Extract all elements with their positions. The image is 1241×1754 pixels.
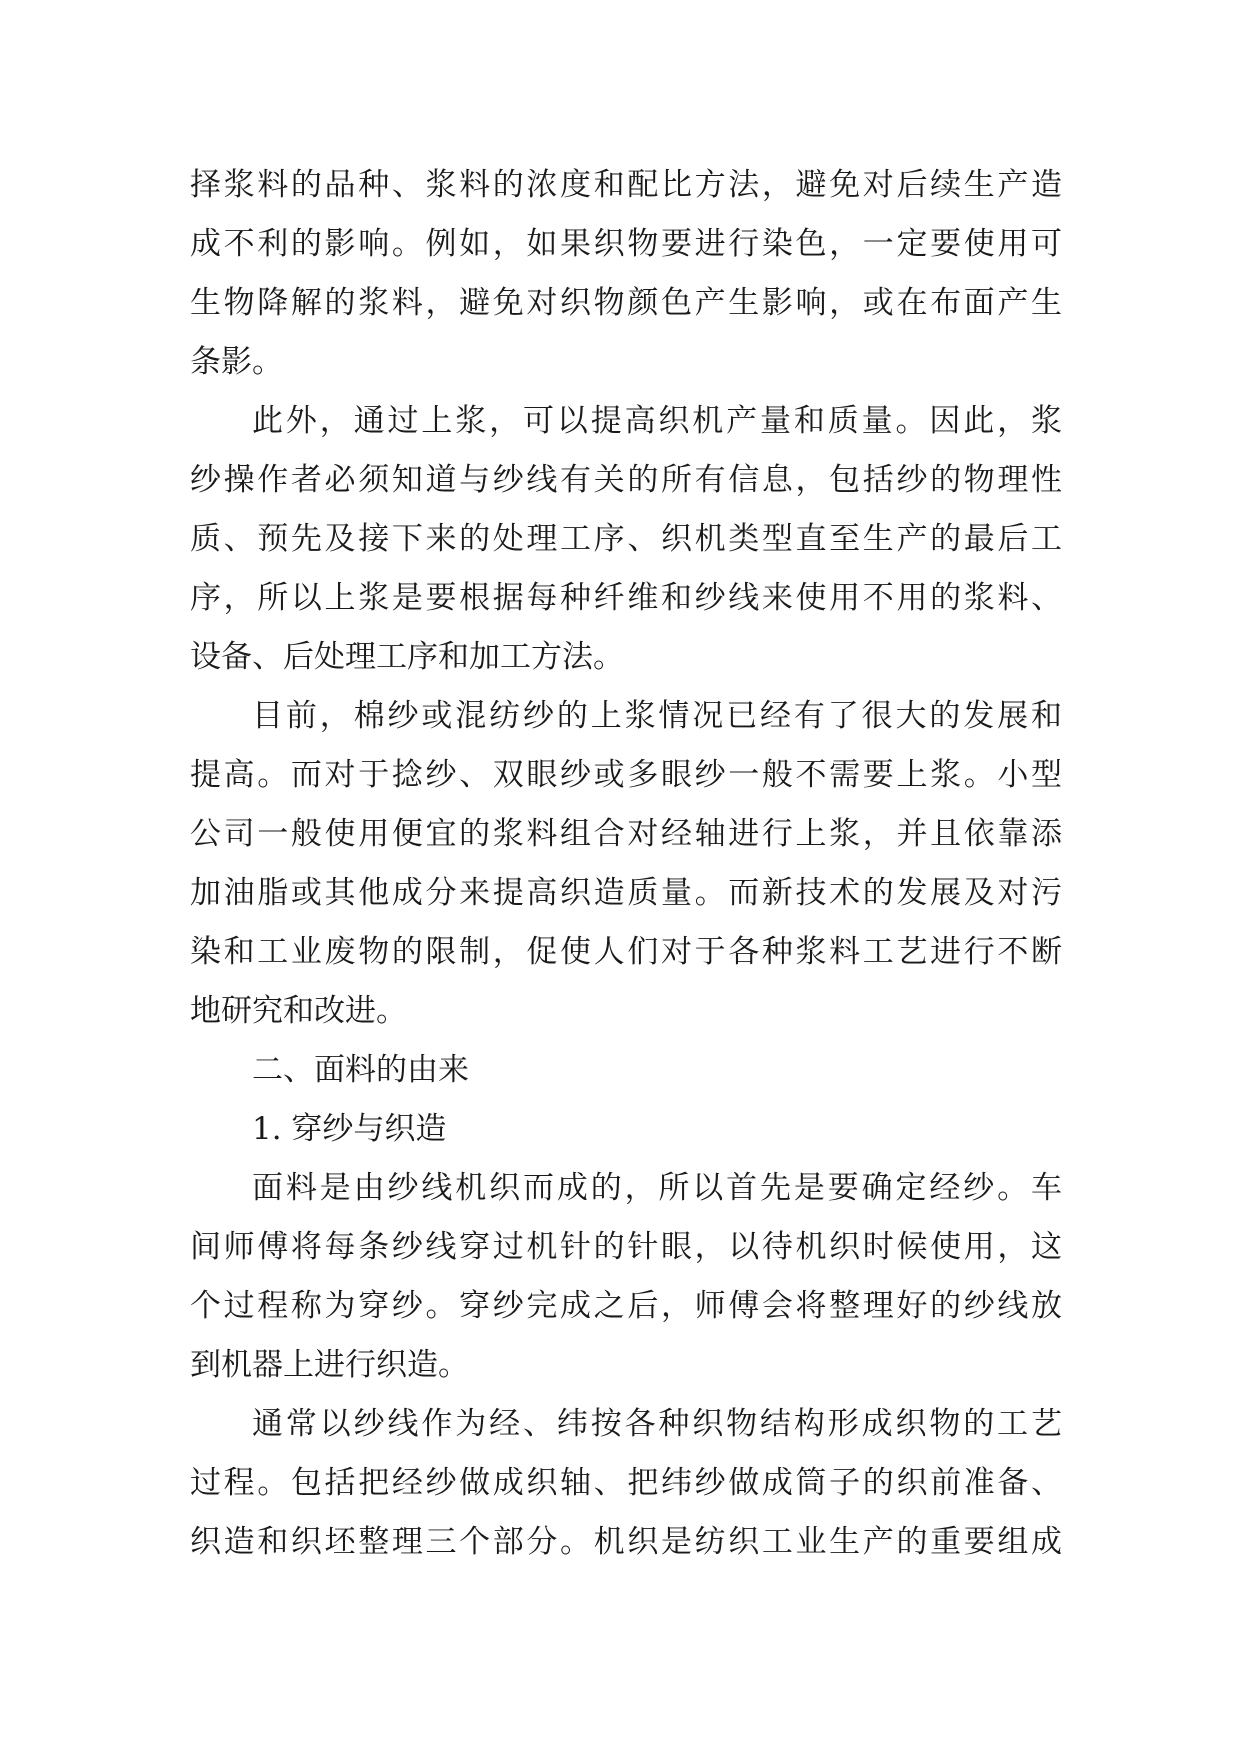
text-line: 目前，棉纱或混纺纱的上浆情况已经有了很大的发展和	[252, 698, 1062, 734]
text-line: 通常以纱线作为经、纬按各种织物结构形成织物的工艺	[252, 1406, 1062, 1442]
text-line: 成不利的影响。例如，如果织物要进行染色，一定要使用可	[190, 226, 1062, 262]
text-line: 序，所以上浆是要根据每种纤维和纱线来使用不用的浆料、	[190, 580, 1062, 616]
text-line: 织造和织坯整理三个部分。机织是纺织工业生产的重要组成	[190, 1524, 1062, 1560]
text-line: 间师傅将每条纱线穿过机针的针眼，以待机织时候使用，这	[190, 1229, 1062, 1265]
document-body	[190, 156, 1062, 1572]
text-line: 条影。	[190, 344, 283, 380]
text-line: 此外，通过上浆，可以提高织机产量和质量。因此，浆	[252, 403, 1062, 439]
text-line: 加油脂或其他成分来提高织造质量。而新技术的发展及对污	[190, 875, 1062, 911]
text-line: 到机器上进行织造。	[190, 1347, 469, 1383]
text-line: 面料是由纱线机织而成的，所以首先是要确定经纱。车	[252, 1170, 1062, 1206]
text-line: 公司一般使用便宜的浆料组合对经轴进行上浆，并且依靠添	[190, 816, 1062, 852]
text-line: 质、预先及接下来的处理工序、织机类型直至生产的最后工	[190, 521, 1062, 557]
text-line: 二、面料的由来	[252, 1052, 469, 1088]
text-line: 设备、后处理工序和加工方法。	[190, 639, 624, 675]
text-line: 生物降解的浆料，避免对织物颜色产生影响，或在布面产生	[190, 285, 1062, 321]
text-line: 1. 穿纱与织造	[252, 1111, 447, 1147]
text-line: 个过程称为穿纱。穿纱完成之后，师傅会将整理好的纱线放	[190, 1288, 1062, 1324]
text-line: 染和工业废物的限制，促使人们对于各种浆料工艺进行不断	[190, 934, 1062, 970]
text-line: 地研究和改进。	[190, 993, 407, 1029]
text-line: 过程。包括把经纱做成织轴、把纬纱做成筒子的织前准备、	[190, 1465, 1062, 1501]
text-line: 提高。而对于捻纱、双眼纱或多眼纱一般不需要上浆。小型	[190, 757, 1062, 793]
text-line: 纱操作者必须知道与纱线有关的所有信息，包括纱的物理性	[190, 462, 1062, 498]
text-line: 择浆料的品种、浆料的浓度和配比方法，避免对后续生产造	[190, 167, 1062, 203]
